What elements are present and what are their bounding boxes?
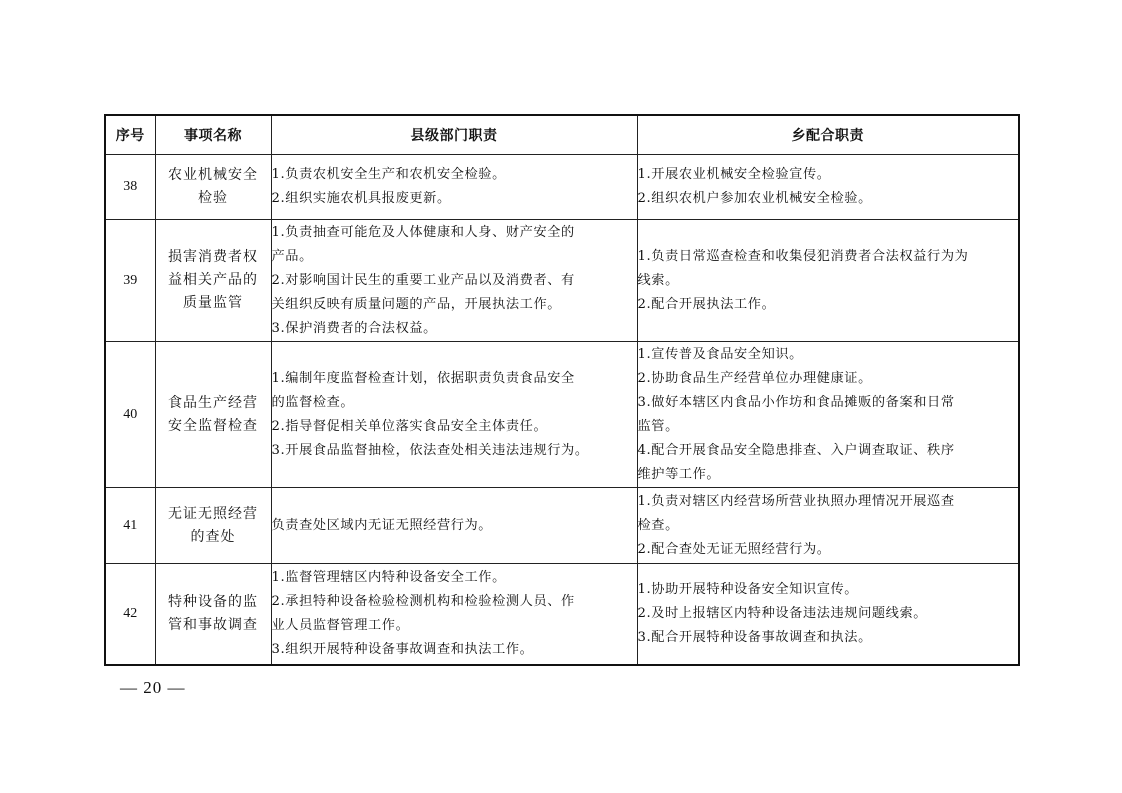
row-item-name	[155, 155, 271, 220]
responsibility-table	[104, 114, 1020, 666]
row-county-duties	[271, 220, 637, 342]
row-item-name-line: 特种设备的监	[168, 593, 258, 610]
row-township-duties-line: 2.组织农机户参加农业机械安全检验。	[637, 191, 872, 206]
row-county-duties-line: 1.负责农机安全生产和农机安全检验。	[271, 167, 506, 182]
row-township-duties-line: 2.配合开展执法工作。	[637, 296, 776, 312]
row-county-duties-line: 关组织反映有质量问题的产品，开展执法工作。	[271, 296, 562, 312]
row-county-duties-line: 2.组织实施农机具报废更新。	[271, 191, 451, 206]
row-county-duties	[271, 155, 637, 220]
row-township-duties	[637, 564, 1019, 665]
row-item-name	[155, 564, 271, 665]
row-township-duties-line: 4.配合开展食品安全隐患排查、入户调查取证、秩序	[637, 442, 955, 458]
row-county-duties-line: 1.负责抽查可能危及人体健康和人身、财产安全的	[271, 224, 575, 240]
row-township-duties-line: 3.配合开展特种设备事故调查和执法。	[637, 629, 872, 645]
row-township-duties-line: 1.协助开展特种设备安全知识宣传。	[637, 581, 859, 597]
row-township-duties-line: 1.负责对辖区内经营场所营业执照办理情况开展巡查	[637, 493, 955, 509]
row-county-duties-line: 3.开展食品监督抽检，依法查处相关违法违规行为。	[271, 442, 589, 458]
row-county-duties	[271, 488, 637, 564]
row-serial: 42	[105, 564, 155, 665]
row-item-name-line: 食品生产经营	[168, 394, 258, 411]
row-serial: 39	[105, 220, 155, 342]
header-item-name: 事项名称	[155, 115, 271, 155]
row-township-duties-line: 1.宣传普及食品安全知识。	[637, 346, 803, 362]
row-township-duties-line: 3.做好本辖区内食品小作坊和食品摊贩的备案和日常	[637, 394, 955, 410]
row-county-duties-line: 2.对影响国计民生的重要工业产品以及消费者、有	[271, 272, 575, 288]
row-county-duties-line: 3.组织开展特种设备事故调查和执法工作。	[271, 641, 534, 657]
header-county-duties: 县级部门职责	[271, 115, 637, 155]
row-item-name-line: 损害消费者权	[168, 249, 258, 265]
row-item-name-line: 无证无照经营	[168, 505, 258, 522]
row-county-duties-line: 业人员监督管理工作。	[271, 617, 410, 633]
row-county-duties-line: 产品。	[271, 248, 313, 264]
row-county-duties-line: 3.保护消费者的合法权益。	[271, 320, 437, 336]
table-row	[105, 220, 1019, 342]
row-township-duties-line: 监管。	[637, 418, 679, 434]
row-item-name-line: 检验	[198, 190, 228, 206]
row-county-duties-line: 1.编制年度监督检查计划，依据职责负责食品安全	[271, 370, 575, 386]
row-township-duties	[637, 488, 1019, 564]
row-county-duties-line: 2.承担特种设备检验检测机构和检验检测人员、作	[271, 593, 575, 609]
row-item-name	[155, 220, 271, 342]
row-township-duties-line: 1.负责日常巡查检查和收集侵犯消费者合法权益行为为	[637, 248, 969, 264]
table-row	[105, 342, 1019, 488]
row-county-duties	[271, 342, 637, 488]
row-item-name-line: 安全监督检查	[168, 417, 258, 434]
row-township-duties	[637, 155, 1019, 220]
row-township-duties	[637, 220, 1019, 342]
row-township-duties-line: 线索。	[637, 272, 679, 288]
row-township-duties-line: 维护等工作。	[637, 466, 721, 482]
page-number: — 20 —	[120, 678, 186, 697]
row-item-name	[155, 342, 271, 488]
row-item-name-line: 质量监管	[183, 295, 243, 311]
row-county-duties-line: 2.指导督促相关单位落实食品安全主体责任。	[271, 418, 548, 434]
header-serial: 序号	[105, 115, 155, 155]
table-row	[105, 155, 1019, 220]
row-county-duties-line: 1.监督管理辖区内特种设备安全工作。	[271, 569, 506, 585]
row-county-duties-line: 负责查处区域内无证无照经营行为。	[271, 517, 493, 533]
row-item-name-line: 管和事故调查	[168, 616, 258, 633]
row-item-name-line: 农业机械安全	[168, 167, 258, 183]
row-township-duties-line: 2.协助食品生产经营单位办理健康证。	[637, 370, 872, 386]
row-item-name-line: 的查处	[190, 528, 236, 545]
row-township-duties-line: 检查。	[637, 517, 679, 533]
row-item-name	[155, 488, 271, 564]
row-township-duties-line: 1.开展农业机械安全检验宣传。	[637, 167, 831, 182]
row-county-duties-line: 的监督检查。	[271, 394, 355, 410]
table-row	[105, 564, 1019, 665]
row-serial: 41	[105, 488, 155, 564]
row-item-name-line: 益相关产品的	[168, 272, 258, 288]
row-county-duties	[271, 564, 637, 665]
row-township-duties	[637, 342, 1019, 488]
row-township-duties-line: 2.及时上报辖区内特种设备违法违规问题线索。	[637, 605, 928, 621]
header-township-duties: 乡配合职责	[637, 115, 1019, 155]
table-header-row	[105, 115, 1019, 155]
row-serial: 38	[105, 155, 155, 220]
row-serial: 40	[105, 342, 155, 488]
row-township-duties-line: 2.配合查处无证无照经营行为。	[637, 541, 831, 557]
table-row	[105, 488, 1019, 564]
